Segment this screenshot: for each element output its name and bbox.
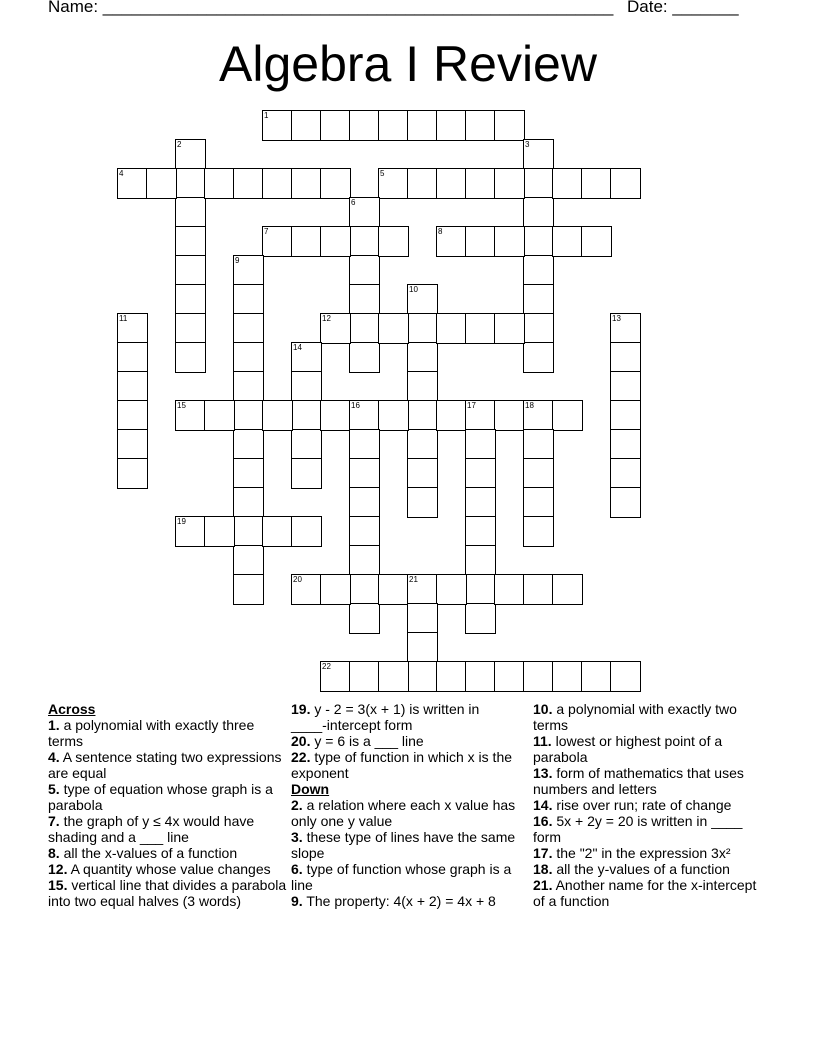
grid-cell[interactable] (523, 574, 554, 605)
grid-cell[interactable] (407, 661, 438, 692)
grid-cell[interactable] (407, 168, 438, 199)
grid-cell[interactable] (552, 226, 583, 257)
grid-cell[interactable] (465, 545, 496, 576)
grid-cell[interactable] (117, 313, 148, 344)
grid-cell[interactable] (204, 168, 235, 199)
grid-cell[interactable] (117, 400, 148, 431)
grid-cell[interactable] (291, 226, 322, 257)
grid-cell[interactable] (465, 226, 496, 257)
clue-number: 2 (177, 140, 182, 149)
grid-cell[interactable] (175, 255, 206, 286)
grid-cell[interactable] (407, 487, 438, 518)
grid-cell[interactable] (291, 371, 322, 402)
grid-cell[interactable] (407, 429, 438, 460)
grid-cell[interactable] (291, 400, 322, 431)
grid-cell[interactable] (378, 168, 409, 199)
grid-cell[interactable] (523, 168, 554, 199)
clue-number: 4 (119, 169, 124, 178)
grid-cell[interactable] (436, 400, 467, 431)
grid-cell[interactable] (523, 487, 554, 518)
grid-cell[interactable] (610, 168, 641, 199)
grid-cell[interactable] (523, 313, 554, 344)
grid-cell[interactable] (175, 226, 206, 257)
clue-number: 21 (409, 575, 418, 584)
date-field: Date: _______ (627, 0, 739, 16)
grid-cell[interactable] (320, 400, 351, 431)
grid-cell[interactable] (349, 429, 380, 460)
clue-number: 22 (322, 662, 331, 671)
grid-cell[interactable] (465, 110, 496, 141)
grid-cell[interactable] (407, 603, 438, 634)
grid-cell[interactable] (610, 371, 641, 402)
grid-cell[interactable] (407, 342, 438, 373)
grid-cell[interactable] (494, 110, 525, 141)
grid-cell[interactable] (465, 458, 496, 489)
grid-cell[interactable] (233, 313, 264, 344)
clue-item: 5. type of equation whose graph is a parabola (48, 781, 273, 813)
grid-cell[interactable] (117, 371, 148, 402)
grid-cell[interactable] (291, 574, 322, 605)
grid-cell[interactable] (378, 400, 409, 431)
grid-cell[interactable] (291, 516, 322, 547)
grid-cell[interactable] (407, 458, 438, 489)
grid-cell[interactable] (349, 516, 380, 547)
grid-cell[interactable] (610, 458, 641, 489)
clue-number: 9 (235, 256, 240, 265)
grid-cell[interactable] (523, 197, 554, 228)
grid-cell[interactable] (349, 603, 380, 634)
clue-item: 3. these type of lines have the same slope (291, 829, 516, 861)
grid-cell[interactable] (494, 313, 525, 344)
grid-cell[interactable] (262, 168, 293, 199)
grid-cell[interactable] (494, 574, 525, 605)
clue-item: 8. all the x-values of a function (48, 845, 238, 861)
grid-cell[interactable] (291, 342, 322, 373)
clue-number: 15 (177, 401, 186, 410)
grid-cell[interactable] (465, 168, 496, 199)
grid-cell[interactable] (465, 313, 496, 344)
clue-number: 18 (525, 401, 534, 410)
grid-cell[interactable] (349, 574, 380, 605)
grid-cell[interactable] (523, 429, 554, 460)
clue-item: 22. type of function in which x is the exponent (291, 749, 513, 781)
grid-cell[interactable] (378, 110, 409, 141)
grid-cell[interactable] (349, 313, 380, 344)
grid-cell[interactable] (349, 226, 380, 257)
grid-cell[interactable] (262, 400, 293, 431)
grid-cell[interactable] (407, 371, 438, 402)
grid-cell[interactable] (320, 574, 351, 605)
clue-number: 12 (322, 314, 331, 323)
clue-item: 6. type of function whose graph is a line (291, 861, 512, 893)
grid-cell[interactable] (175, 139, 206, 170)
grid-cell[interactable] (233, 545, 264, 576)
grid-cell[interactable] (175, 400, 206, 431)
clue-item: 17. the "2" in the expression 3x² (533, 845, 731, 861)
grid-cell[interactable] (581, 661, 612, 692)
grid-cell[interactable] (175, 284, 206, 315)
grid-cell[interactable] (523, 458, 554, 489)
grid-cell[interactable] (465, 487, 496, 518)
grid-cell[interactable] (552, 574, 583, 605)
across-header: Across (48, 701, 96, 717)
clue-item: 16. 5x + 2y = 20 is written in ____ form (533, 813, 743, 845)
clue-item: 11. lowest or highest point of a parabola (533, 733, 723, 765)
grid-cell[interactable] (146, 168, 177, 199)
grid-cell[interactable] (349, 110, 380, 141)
clue-item: 7. the graph of y ≤ 4x would have shading and a ___ line (48, 813, 255, 845)
clue-number: 1 (264, 111, 269, 120)
grid-cell[interactable] (407, 632, 438, 663)
grid-cell[interactable] (407, 313, 438, 344)
grid-cell[interactable] (436, 574, 467, 605)
grid-cell[interactable] (465, 400, 496, 431)
grid-cell[interactable] (291, 458, 322, 489)
grid-cell[interactable] (233, 516, 264, 547)
grid-cell[interactable] (117, 342, 148, 373)
clue-number: 17 (467, 401, 476, 410)
clue-number: 8 (438, 227, 443, 236)
clue-item: 15. vertical line that divides a parabola into two equal halves (3 words) (48, 877, 287, 909)
grid-cell[interactable] (204, 400, 235, 431)
grid-cell[interactable] (436, 226, 467, 257)
grid-cell[interactable] (378, 313, 409, 344)
clue-number: 5 (380, 169, 385, 178)
grid-cell[interactable] (204, 516, 235, 547)
clue-item: 14. rise over run; rate of change (533, 797, 732, 813)
clue-number: 7 (264, 227, 269, 236)
page-title: Algebra I Review (219, 36, 597, 92)
grid-cell[interactable] (349, 545, 380, 576)
grid-cell[interactable] (523, 284, 554, 315)
grid-cell[interactable] (581, 226, 612, 257)
grid-cell[interactable] (262, 226, 293, 257)
grid-cell[interactable] (523, 400, 554, 431)
grid-cell[interactable] (175, 342, 206, 373)
grid-cell[interactable] (494, 226, 525, 257)
grid-cell[interactable] (465, 574, 496, 605)
clue-number: 11 (119, 314, 128, 323)
grid-cell[interactable] (233, 255, 264, 286)
clue-number: 20 (293, 575, 302, 584)
clue-item: 2. a relation where each x value has only one y value (291, 797, 516, 829)
grid-cell[interactable] (233, 371, 264, 402)
clue-item: 12. A quantity whose value changes (48, 861, 271, 877)
grid-cell[interactable] (436, 313, 467, 344)
grid-cell[interactable] (610, 342, 641, 373)
clue-item: 19. y - 2 = 3(x + 1) is written in ____-intercept form (291, 701, 480, 733)
clue-number: 3 (525, 140, 530, 149)
grid-cell[interactable] (233, 342, 264, 373)
grid-cell[interactable] (523, 139, 554, 170)
grid-cell[interactable] (117, 458, 148, 489)
grid-cell[interactable] (552, 661, 583, 692)
grid-cell[interactable] (552, 168, 583, 199)
grid-cell[interactable] (436, 168, 467, 199)
clue-item: 10. a polynomial with exactly two terms (533, 701, 737, 733)
grid-cell[interactable] (320, 110, 351, 141)
clue-item: 4. A sentence stating two expressions are equal (48, 749, 282, 781)
grid-cell[interactable] (610, 487, 641, 518)
clue-column-3 (533, 701, 763, 909)
grid-cell[interactable] (407, 400, 438, 431)
grid-cell[interactable] (233, 400, 264, 431)
grid-cell[interactable] (465, 429, 496, 460)
grid-cell[interactable] (117, 168, 148, 199)
grid-cell[interactable] (378, 574, 409, 605)
grid-cell[interactable] (291, 168, 322, 199)
grid-cell[interactable] (523, 342, 554, 373)
name-field: Name: ______________________________________________________ (48, 0, 614, 16)
grid-cell[interactable] (117, 429, 148, 460)
grid-cell[interactable] (494, 661, 525, 692)
clue-number: 19 (177, 517, 186, 526)
grid-cell[interactable] (407, 110, 438, 141)
clue-item: 9. The property: 4(x + 2) = 4x + 8 (291, 893, 496, 909)
grid-cell[interactable] (523, 516, 554, 547)
grid-cell[interactable] (233, 487, 264, 518)
grid-cell[interactable] (610, 313, 641, 344)
grid-cell[interactable] (320, 226, 351, 257)
clue-item: 20. y = 6 is a ___ line (291, 733, 424, 749)
grid-cell[interactable] (436, 661, 467, 692)
grid-cell[interactable] (407, 574, 438, 605)
grid-cell[interactable] (465, 516, 496, 547)
grid-cell[interactable] (610, 400, 641, 431)
grid-cell[interactable] (233, 574, 264, 605)
grid-cell[interactable] (349, 400, 380, 431)
down-header: Down (291, 781, 330, 797)
clue-column-1 (48, 701, 288, 909)
grid-cell[interactable] (523, 661, 554, 692)
grid-cell[interactable] (349, 197, 380, 228)
clue-number: 14 (293, 343, 302, 352)
grid-cell[interactable] (523, 255, 554, 286)
grid-cell[interactable] (233, 429, 264, 460)
clue-number: 16 (351, 401, 360, 410)
grid-cell[interactable] (349, 255, 380, 286)
clue-number: 13 (612, 314, 621, 323)
grid-cell[interactable] (610, 429, 641, 460)
grid-cell[interactable] (233, 284, 264, 315)
clue-column-2 (291, 701, 516, 909)
grid-cell[interactable] (552, 400, 583, 431)
grid-cell[interactable] (349, 458, 380, 489)
grid-cell[interactable] (581, 168, 612, 199)
grid-cell[interactable] (291, 429, 322, 460)
grid-cell[interactable] (320, 168, 351, 199)
grid-cell[interactable] (349, 487, 380, 518)
grid-cell[interactable] (349, 284, 380, 315)
grid-cell[interactable] (320, 661, 351, 692)
grid-cell[interactable] (262, 516, 293, 547)
grid-cell[interactable] (465, 661, 496, 692)
grid-cell[interactable] (378, 226, 409, 257)
grid-cell[interactable] (233, 458, 264, 489)
grid-cell[interactable] (262, 110, 293, 141)
grid-cell[interactable] (320, 313, 351, 344)
grid-cell[interactable] (349, 661, 380, 692)
grid-cell[interactable] (523, 226, 554, 257)
grid-cell[interactable] (349, 342, 380, 373)
clue-item: 1. a polynomial with exactly three terms (48, 717, 255, 749)
clue-item: 21. Another name for the x-intercept of a function (533, 877, 757, 909)
grid-cell[interactable] (436, 110, 467, 141)
grid-cell[interactable] (175, 516, 206, 547)
grid-cell[interactable] (291, 110, 322, 141)
grid-cell[interactable] (175, 313, 206, 344)
clue-item: 18. all the y-values of a function (533, 861, 730, 877)
grid-cell[interactable] (233, 168, 264, 199)
grid-cell[interactable] (175, 168, 206, 199)
grid-cell[interactable] (494, 168, 525, 199)
clue-number: 6 (351, 198, 356, 207)
grid-cell[interactable] (610, 661, 641, 692)
grid-cell[interactable] (175, 197, 206, 228)
clue-number: 10 (409, 285, 418, 294)
grid-cell[interactable] (407, 284, 438, 315)
clue-item: 13. form of mathematics that uses numbers and letters (533, 765, 744, 797)
grid-cell[interactable] (378, 661, 409, 692)
grid-cell[interactable] (465, 603, 496, 634)
grid-cell[interactable] (494, 400, 525, 431)
